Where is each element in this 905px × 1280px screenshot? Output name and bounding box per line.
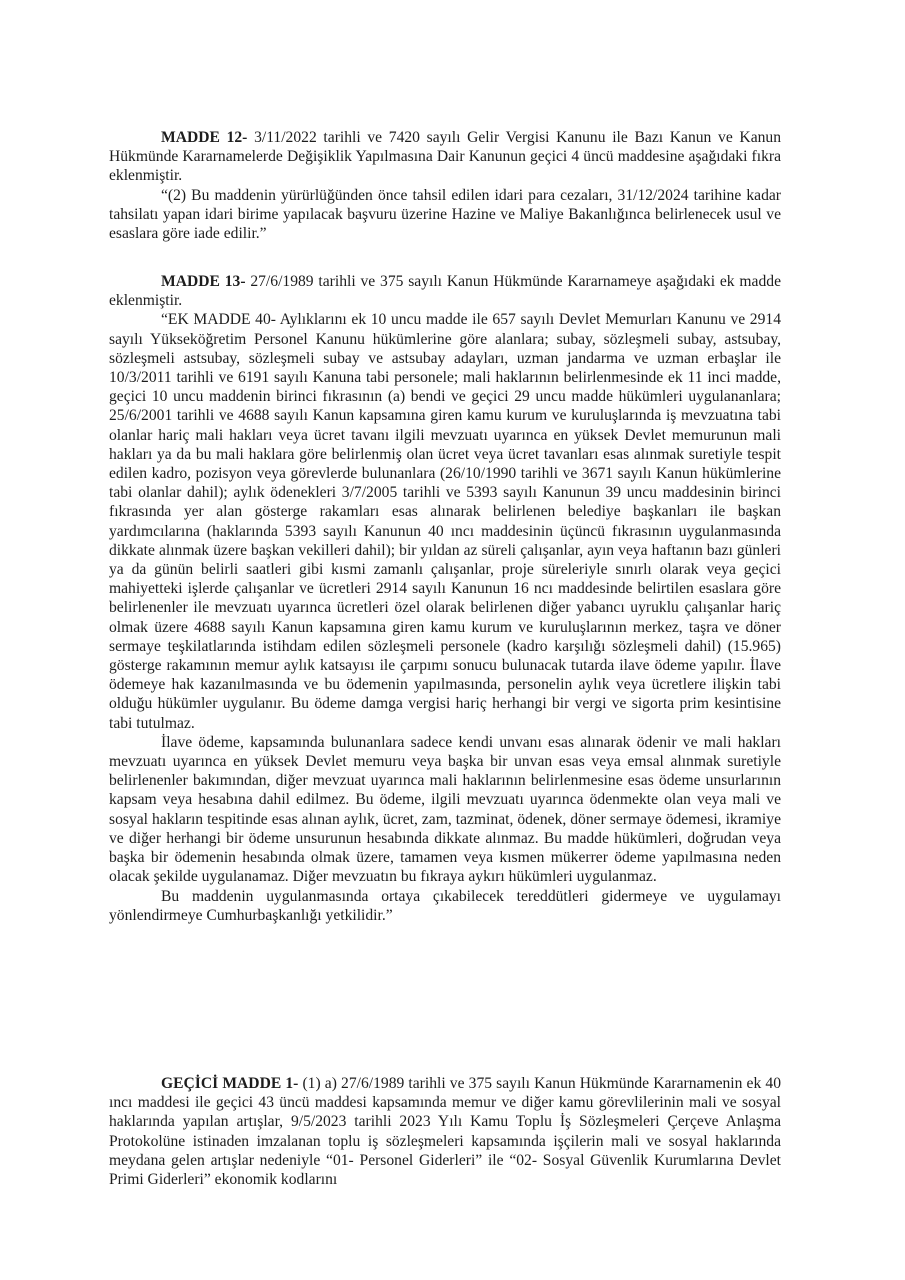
article-13-heading: MADDE 13- xyxy=(161,273,246,290)
temporary-article-1-body: (1) a) 27/6/1989 tarihli ve 375 sayılı Kanun Hükmünde Kararnamenin ek 40 ıncı maddesi ile geçici 43 üncü maddesi kapsamında memur ve diğer kamu görevlilerinin mali ve sosyal haklarında yapılan artışlar, 9/5/2023 tarihli 2023 Yılı Kamu Toplu İş Sözleşmeleri Çerçeve Anlaşma Protokolüne istinaden imzalanan toplu iş sözleşmeleri kapsamında işçilerin mali ve sosyal haklarında meydana gelen artışlar nedeniyle “01- Personel Giderleri” ile “02- Sosyal Güvenlik Kurumlarına Devlet Primi Giderleri” ekonomik kodlarını xyxy=(109,1075,781,1189)
article-12-intro xyxy=(109,128,781,186)
article-12 xyxy=(109,128,781,243)
article-13-intro-text: 27/6/1989 tarihli ve 375 sayılı Kanun Hükmünde Kararnameye aşağıdaki ek madde eklenmiştir. xyxy=(109,273,781,310)
temporary-article-1 xyxy=(109,1074,781,1189)
temporary-article-1-text xyxy=(109,1074,781,1189)
ek-madde-40-paragraph-2: İlave ödeme, kapsamında bulunanlara sadece kendi unvanı esas alınarak ödenir ve mali hakları mevzuatı uyarınca en yüksek Devlet memuru veya başka bir unvan esas veya emsal alınmak suretiyle belirlenenler bakımından, diğer mevzuat uyarınca mali haklarının belirlenmesine esas ödeme unsurlarının kapsam veya hesabına dahil edilmez. Bu ödeme, ilgili mevzuatı uyarınca ödenmekte olan veya mali ve sosyal hakların tespitinde esas alınan aylık, ücret, zam, tazminat, ödenek, döner sermaye ödemesi, ikramiye ve diğer herhangi bir ödeme unsurunun hesabında dikkate alınmaz. Bu madde hükümleri, doğrudan veya başka bir ödemenin hesabında olmak üzere, tamamen veya kısmen mükerrer ödeme yapılmasına neden olacak şekilde uygulanamaz. Diğer mevzuatın bu fıkraya aykırı hükümleri uygulanmaz. xyxy=(109,733,781,886)
ek-madde-40-paragraph-3: Bu maddenin uygulanmasında ortaya çıkabilecek tereddütleri gidermeye ve uygulamayı yönlendirmeye Cumhurbaşkanlığı yetkilidir.” xyxy=(109,887,781,924)
article-13 xyxy=(109,272,781,925)
article-12-intro-text: 3/11/2022 tarihli ve 7420 sayılı Gelir Vergisi Kanunu ile Bazı Kanun ve Kanun Hükmünde Kararnamelerde Değişiklik Yapılmasına Dair Kanunun geçici 4 üncü maddesine aşağıdaki fıkra eklenmiştir. xyxy=(109,129,782,185)
article-13-intro xyxy=(109,272,781,310)
article-12-quote: “(2) Bu maddenin yürürlüğünden önce tahsil edilen idari para cezaları, 31/12/2024 tarihine kadar tahsilatı yapan idari birime yapılacak başvuru üzerine Hazine ve Maliye Bakanlığınca belirlenecek usul ve esaslara göre iade edilir.” xyxy=(109,186,781,243)
article-12-heading: MADDE 12- xyxy=(161,129,248,146)
ek-madde-40-paragraph-1: “EK MADDE 40- Aylıklarını ek 10 uncu madde ile 657 sayılı Devlet Memurları Kanunu ve 2914 sayılı Yükseköğretim Personel Kanunu hükümlerine göre alanlara; subay, sözleşmeli subay, astsubay, sözleşmeli astsubay, sözleşmeli subay ve astsubay adayları, uzman jandarma ve uzman erbaşlar ile 10/3/2011 tarihli ve 6191 sayılı Kanuna tabi personele; mali haklarının belirlenmesinde ek 11 inci madde, geçici 10 uncu maddenin birinci fıkrasının (a) bendi ve geçici 29 uncu madde hükümleri uygulananlara; 25/6/2001 tarihli ve 4688 sayılı Kanun kapsamına giren kamu kurum ve kuruluşlarında iş mevzuatına tabi olanlar hariç mali hakları veya ücret tavanı ilgili mevzuatı uyarınca en yüksek Devlet memurunun mali hakları ya da bu mali haklara göre belirlenmiş olan ücret veya ücret tavanları esas alınmak suretiyle tespit edilen kadro, pozisyon veya görevlerde bulunanlara (26/10/1990 tarihli ve 3671 sayılı Kanun hükümlerine tabi olanlar dahil); aylık ödenekleri 3/7/2005 tarihli ve 5393 sayılı Kanunun 39 uncu maddesinin birinci fıkrasında yer alan gösterge rakamları esas alınarak belirlenen belediye başkanları ile başkan yardımcılarına (haklarında 5393 sayılı Kanunun 40 ıncı maddesinin üçüncü fıkrasının uygulanmasında dikkate alınmak üzere başkan vekilleri dahil); bir yıldan az süreli çalışanlar, ayın veya haftanın bazı günleri ya da günün belirli saatleri gibi kısmi zamanlı çalışanlar, proje süreleriyle sınırlı olarak veya geçici mahiyetteki işlerde çalışanlar ve ücretleri 2914 sayılı Kanunun 16 ncı maddesinde belirtilen esaslara göre belirlenenler ile mevzuatı uyarınca ücretleri özel olarak belirlenen diğer yabancı uyruklu çalışanlar hariç olmak üzere 4688 sayılı Kanun kapsamına giren kamu kurum ve kuruluşlarının merkez, taşra ve döner sermaye teşkilatlarında istihdam edilen sözleşmeli personele (kadro karşılığı sözleşmeli dahil) (15.965) gösterge rakamının memur aylık katsayısı ile çarpımı sonucu bulunacak tutarda ilave ödeme yapılır. İlave ödemeye hak kazanılmasında ve bu ödemenin yapılmasında, personelin aylık veya ücretlere ilişkin tabi olduğu hükümler uygulanır. Bu ödeme damga vergisi hariç herhangi bir vergi ve sigorta prim kesintisine tabi tutulmaz. xyxy=(109,311,781,732)
temporary-article-1-heading: GEÇİCİ MADDE 1- xyxy=(161,1075,299,1092)
